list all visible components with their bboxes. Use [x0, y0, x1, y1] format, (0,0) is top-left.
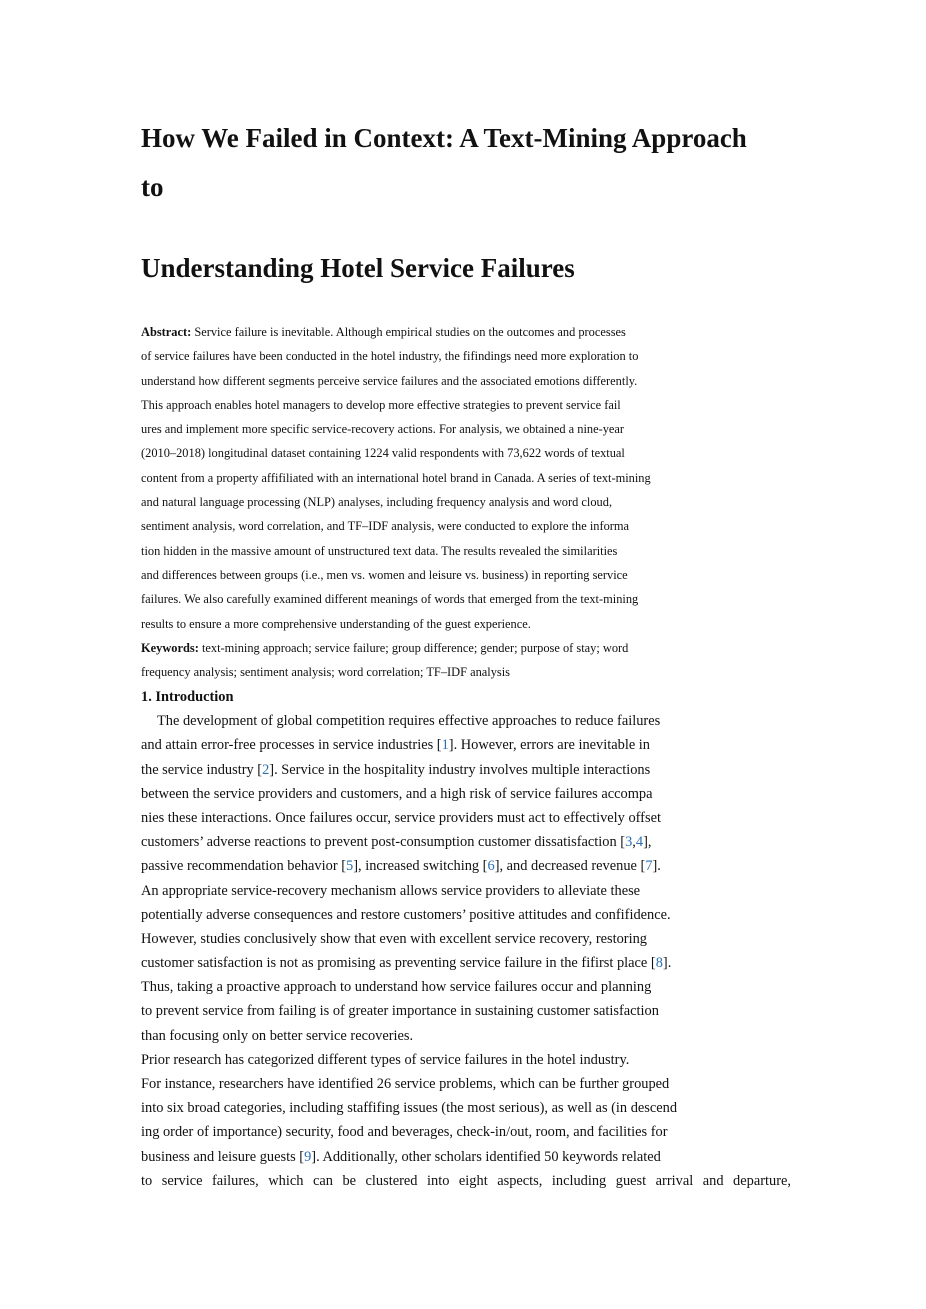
body-line	[141, 951, 791, 975]
body-word: which	[268, 1172, 304, 1189]
abstract-line	[141, 320, 791, 344]
body-word: aspects,	[497, 1172, 543, 1189]
citation-link[interactable]: 6	[487, 858, 495, 875]
body-line	[141, 733, 791, 757]
body-line: ing order of importance) security, food and beverages, check-in/out, room, and facilities for	[141, 1124, 668, 1141]
keywords-line: frequency analysis; sentiment analysis; word correlation; TF–IDF analysis	[141, 665, 511, 680]
abstract-line: (2010–2018) longitudinal dataset containing 1224 valid respondents with 73,622 words of textual	[141, 446, 625, 461]
body-line: Thus, taking a proactive approach to understand how service failures occur and planning	[141, 979, 652, 996]
body-text: ]. However, errors are inevitable in	[448, 737, 650, 754]
body-word: clustered	[365, 1172, 418, 1189]
body-line-justified	[141, 1169, 791, 1193]
body-text: ], and decreased revenue [	[494, 858, 646, 875]
body-text: the service industry [	[141, 761, 263, 778]
section-heading: 1. Introduction	[141, 689, 234, 705]
body-word: service	[161, 1172, 203, 1189]
keywords-line	[141, 636, 791, 660]
abstract-line: content from a property affifiliated with an international hotel brand in Canada. A series of text-mining	[141, 470, 651, 485]
body-line	[141, 1145, 791, 1169]
abstract-label: Abstract:	[141, 325, 192, 339]
body-line: into six broad categories, including staffifing issues (the most serious), as well as (in descend	[141, 1100, 678, 1117]
body-line: The development of global competition requires effective approaches to reduce failures	[157, 713, 661, 730]
citation-link[interactable]: 5	[346, 858, 354, 875]
abstract-line: ures and implement more specific service-recovery actions. For analysis, we obtained a nine-year	[141, 422, 625, 437]
body-text: passive recommendation behavior [	[141, 858, 346, 875]
body-word: including	[551, 1172, 607, 1189]
abstract-line: failures. We also carefully examined different meanings of words that emerged from the text-mining	[141, 592, 639, 607]
body-word: into	[427, 1172, 450, 1189]
keywords-text: text-mining approach; service failure; group difference; gender; purpose of stay; word	[201, 640, 629, 655]
body-line: than focusing only on better service recoveries.	[141, 1027, 414, 1044]
body-word: failures,	[211, 1172, 259, 1189]
abstract-text: Service failure is inevitable. Although empirical studies on the outcomes and processes	[194, 325, 626, 339]
body-line: nies these interactions. Once failures occur, service providers must act to effectively offset	[141, 809, 661, 826]
abstract-line: results to ensure a more comprehensive understanding of the guest experience.	[141, 616, 531, 631]
body-word: eight	[458, 1172, 488, 1189]
body-line: potentially adverse consequences and restore customers’ positive attitudes and confifidence.	[141, 906, 671, 923]
body-line	[141, 854, 791, 878]
citation-link[interactable]: 3	[625, 834, 633, 851]
paper-title-line-1: How We Failed in Context: A Text-Mining Approach	[141, 123, 747, 153]
abstract-line: and differences between groups (i.e., men vs. women and leisure vs. business) in reporting service	[141, 567, 628, 582]
body-text: ],	[643, 834, 652, 851]
keywords-label: Keywords:	[141, 640, 199, 655]
body-line	[141, 758, 791, 782]
abstract-line: of service failures have been conducted in the hotel industry, the fifindings need more exploration to	[141, 349, 639, 364]
abstract-line: and natural language processing (NLP) analyses, including frequency analysis and word cloud,	[141, 495, 613, 510]
citation-link[interactable]: 8	[655, 955, 663, 972]
citation-link[interactable]: 4	[635, 834, 644, 851]
citation-link[interactable]: 2	[262, 761, 270, 778]
body-word: and	[702, 1172, 724, 1189]
citation-link[interactable]: 1	[441, 737, 449, 754]
body-word: departure,	[733, 1172, 791, 1189]
citation-link[interactable]: 7	[645, 858, 653, 875]
body-text: ,	[632, 834, 636, 851]
body-text: customers’ adverse reactions to prevent post-consumption customer dissatisfaction [	[141, 834, 626, 851]
body-line: However, studies conclusively show that even with excellent service recovery, restoring	[141, 930, 647, 947]
body-text: and attain error-free processes in service industries [	[141, 737, 442, 754]
introduction-section	[141, 685, 791, 1193]
body-line: Prior research has categorized different types of service failures in the hotel industry.	[141, 1051, 630, 1068]
citation-link[interactable]: 9	[304, 1148, 312, 1165]
body-word: to	[141, 1172, 153, 1189]
body-line: An appropriate service-recovery mechanism allows service providers to alleviate these	[141, 882, 641, 899]
body-word: can	[312, 1172, 333, 1189]
body-line: to prevent service from failing is of greater importance in sustaining customer satisfaction	[141, 1003, 659, 1020]
body-word: guest	[615, 1172, 647, 1189]
paper-title-line-2: to	[141, 172, 164, 202]
abstract-line: understand how different segments perceive service failures and the associated emotions differently.	[141, 373, 638, 388]
body-word: arrival	[655, 1172, 694, 1189]
body-text: ].	[652, 858, 661, 875]
abstract-line: This approach enables hotel managers to develop more effective strategies to prevent service fail	[141, 397, 621, 412]
body-text: business and leisure guests [	[141, 1148, 305, 1165]
abstract-line: tion hidden in the massive amount of unstructured text data. The results revealed the similarities	[141, 543, 618, 558]
body-word: be	[342, 1172, 357, 1189]
body-line	[141, 830, 791, 854]
body-text: ].	[662, 955, 672, 972]
body-line: between the service providers and customers, and a high risk of service failures accompa	[141, 785, 653, 802]
body-text: customer satisfaction is not as promising as preventing service failure in the fifirst place [	[141, 955, 656, 972]
body-text: ], increased switching [	[353, 858, 488, 875]
body-text: ]. Additionally, other scholars identified 50 keywords related	[311, 1148, 661, 1165]
body-text: ]. Service in the hospitality industry involves multiple interactions	[269, 761, 651, 778]
paper-title-line-3: Understanding Hotel Service Failures	[141, 253, 575, 283]
body-line: For instance, researchers have identified 26 service problems, which can be further grouped	[141, 1076, 670, 1092]
abstract-line: sentiment analysis, word correlation, and TF–IDF analysis, were conducted to explore the informa	[141, 519, 630, 534]
abstract-section	[141, 320, 791, 684]
